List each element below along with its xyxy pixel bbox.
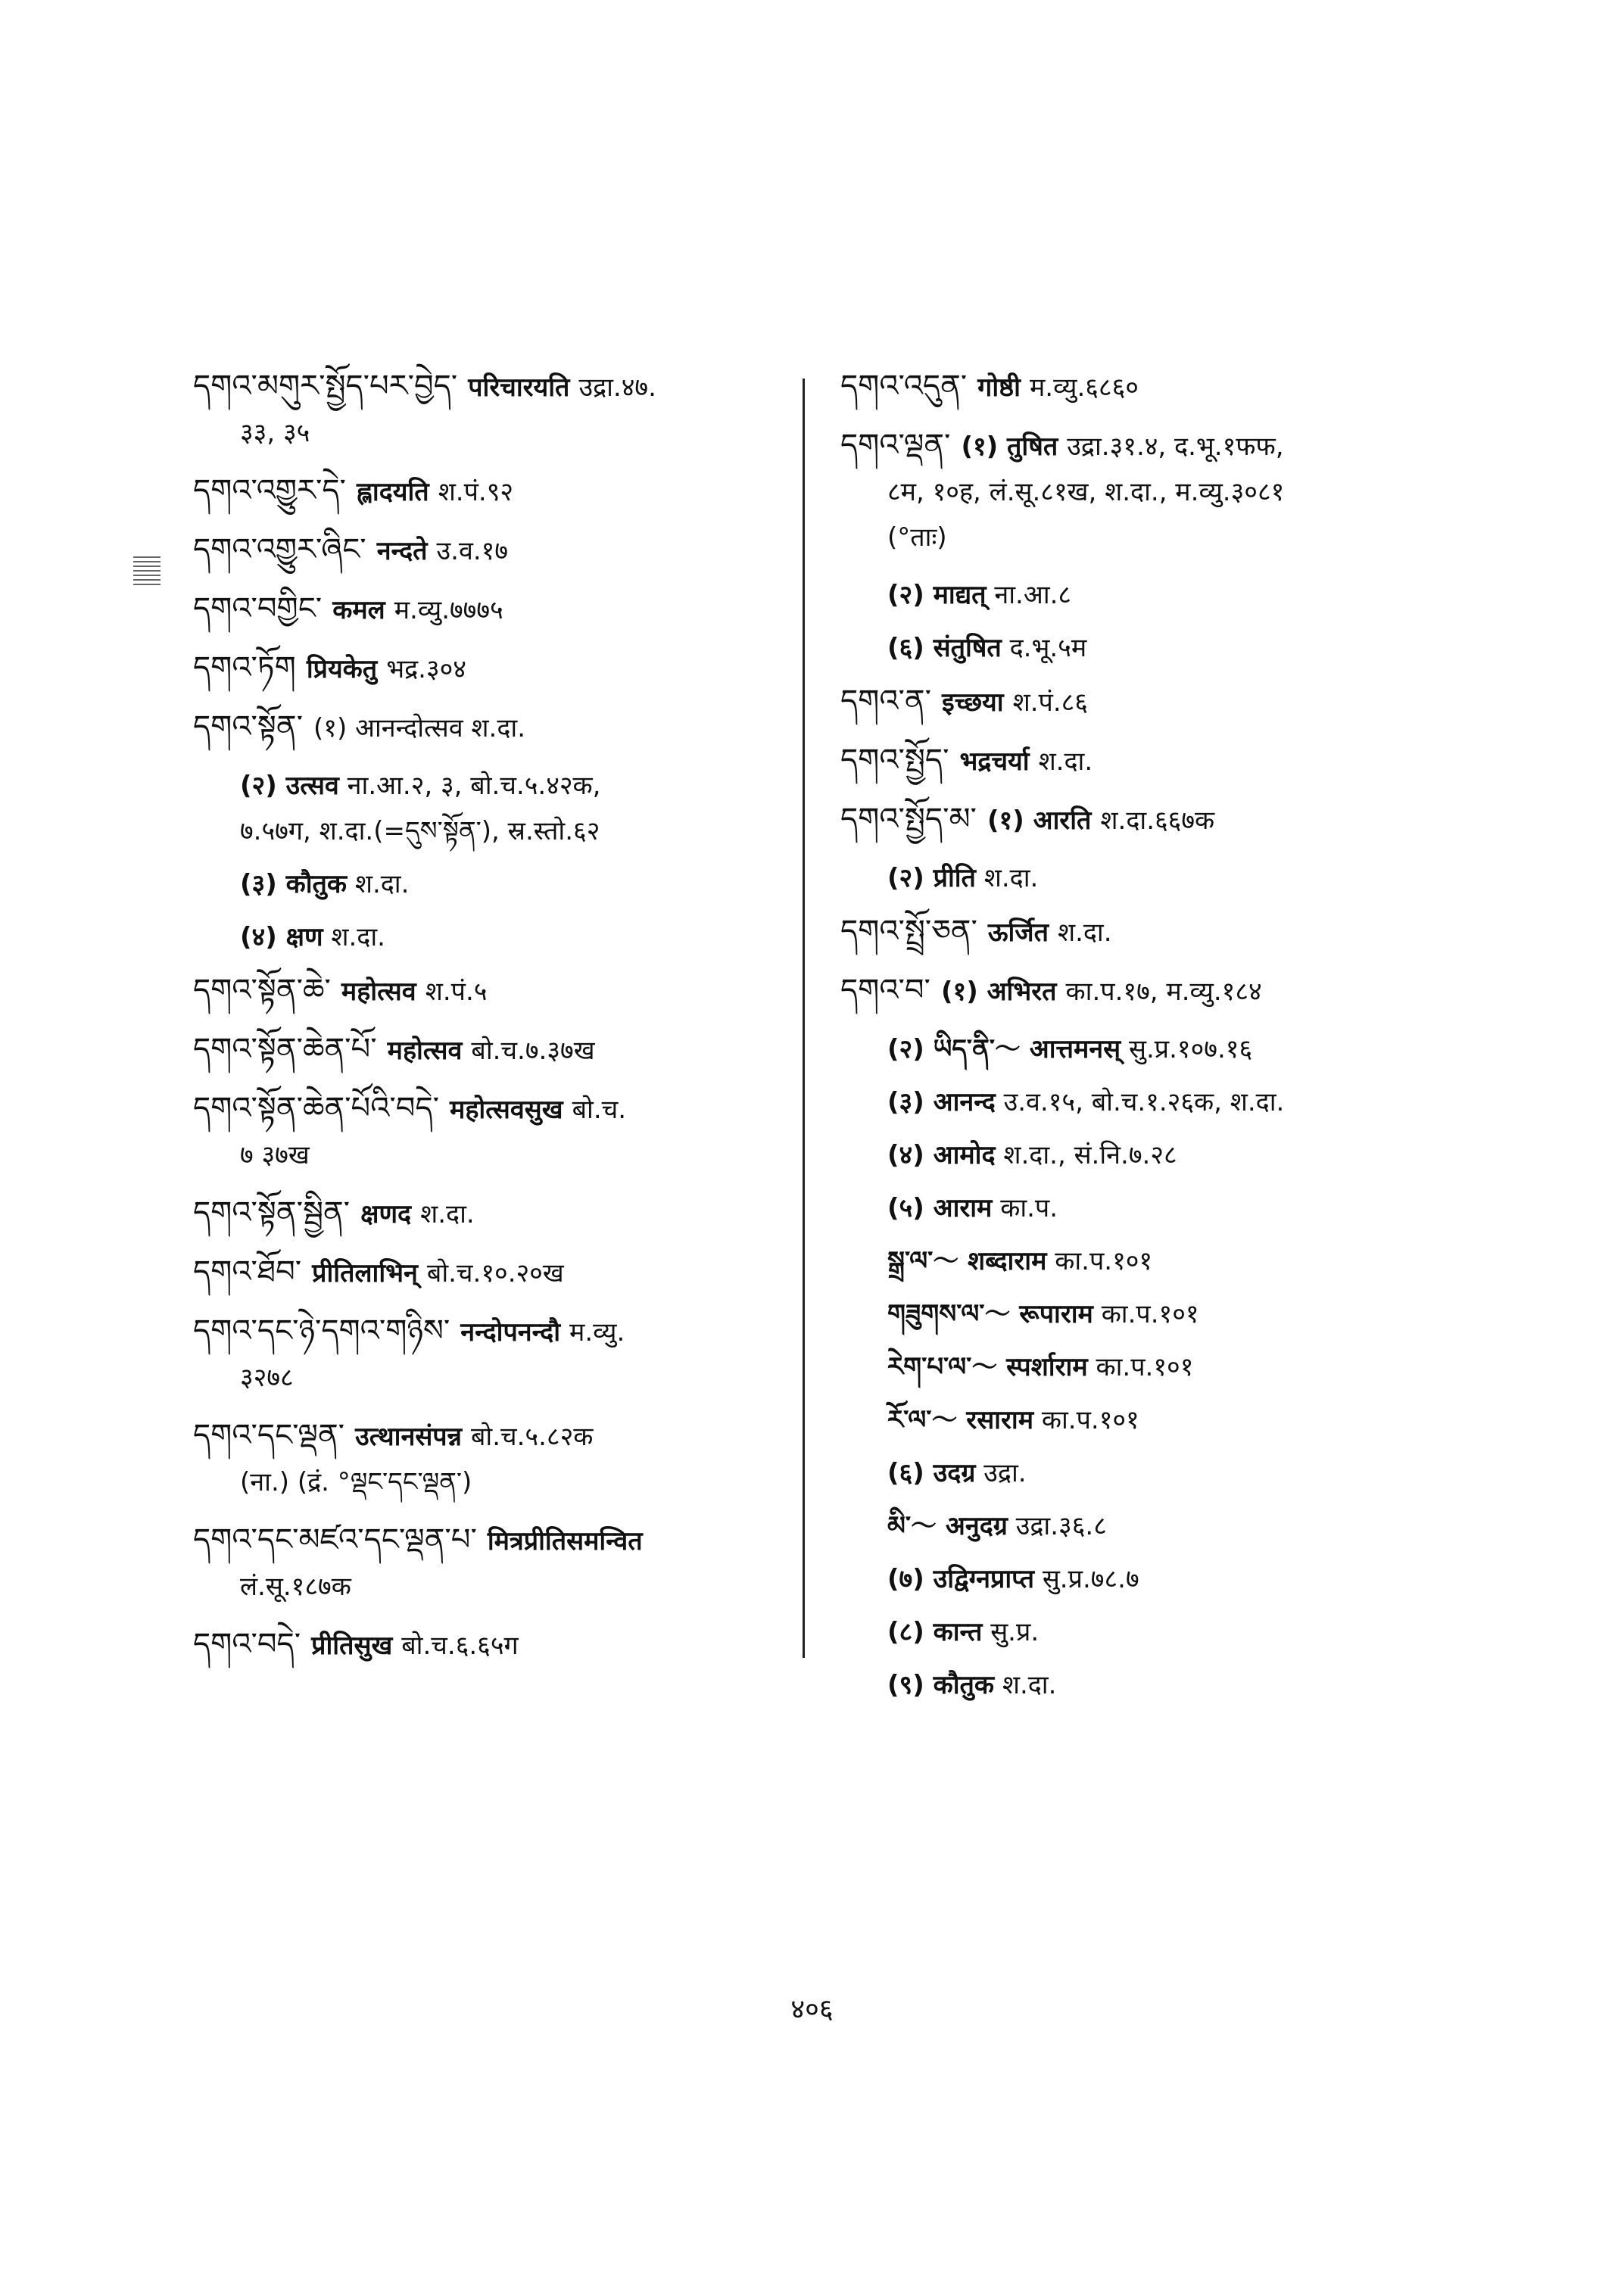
tibetan-headword: དགའ་སྟོན་: [193, 709, 303, 744]
source-reference: का.प.: [1000, 1193, 1058, 1223]
dictionary-entry: [193, 1517, 791, 1609]
sanskrit-equivalent: ह्लादयति: [356, 477, 429, 507]
dictionary-entry: [193, 1308, 791, 1400]
source-reference: श.पं.८६: [1012, 687, 1088, 718]
tibetan-headword: དགའ་སྤྱོད་: [840, 743, 949, 777]
sub-sense: [840, 1027, 1446, 1072]
tibetan-headword: དགའ་སྟོན་ཆེན་པོ་: [193, 1032, 377, 1067]
source-reference: (१) आनन्दोत्सव श.दा.: [313, 713, 526, 743]
source-reference: उद्रा.३१.४, द.भू.१फफ,: [1067, 431, 1284, 462]
source-reference: उ.व.१७: [436, 536, 509, 566]
margin-tick-marks: [133, 556, 161, 588]
sub-sense: [840, 855, 1446, 901]
source-reference: का.प.१७, म.व्यु.१८४: [1065, 977, 1262, 1007]
dictionary-entry: [193, 1027, 791, 1073]
sanskrit-equivalent: प्रीतिलाभिन्: [312, 1258, 418, 1288]
dictionary-entry: [840, 678, 1446, 725]
tibetan-headword: དགའ་སྟོན་ཆེན་པོའི་བདེ་: [193, 1091, 439, 1126]
dictionary-entry: [840, 796, 1446, 843]
dictionary-entry: [840, 967, 1446, 1014]
source-reference: बो.च.१०.२०ख: [426, 1258, 564, 1288]
sense-term: (५) आराम: [887, 1193, 993, 1223]
tibetan-headword: དགའ་བདེ་: [193, 1627, 301, 1662]
left-column: [193, 363, 791, 1681]
source-reference: श.दा.: [1057, 918, 1112, 948]
source-reference: श.दा.: [331, 922, 385, 952]
source-reference: म.व्यु.६८६०: [1029, 372, 1139, 403]
sense-term: སྒྲ་ལ་～ शब्दाराम: [887, 1246, 1047, 1276]
sense-term: (२) उत्सव: [240, 771, 339, 801]
tibetan-headword: དགའ་ཐོབ་: [193, 1254, 302, 1289]
sub-sense: [840, 1503, 1446, 1549]
sanskrit-equivalent: क्षणद: [360, 1199, 412, 1229]
sense-term: གཟུགས་ལ་～ रूपाराम: [887, 1299, 1093, 1329]
sub-sense: [840, 1132, 1446, 1178]
source-reference: बो.च.६.६५ग: [401, 1631, 519, 1661]
sub-sense: [840, 1344, 1446, 1390]
dictionary-entry: [193, 704, 791, 751]
source-reference: का.प.१०१: [1096, 1352, 1194, 1382]
source-reference: भद्र.३०४: [386, 654, 466, 684]
source-reference: का.प.१०१: [1041, 1405, 1139, 1435]
sub-sense: [840, 1397, 1446, 1443]
sanskrit-equivalent: महोत्सव: [387, 1036, 463, 1066]
source-reference: श.पं.५: [425, 977, 488, 1007]
sense-term: (३) आनन्द: [887, 1087, 996, 1117]
dictionary-entry: [840, 908, 1446, 955]
sense-term: (२) प्रीति: [887, 863, 976, 893]
sense-term: རེག་པ་ལ་～ स्पर्शाराम: [887, 1352, 1088, 1382]
dictionary-entry: [193, 645, 791, 692]
column-divider: [803, 379, 805, 1658]
tibetan-headword: དགའ་འགྱུར་དེ་: [193, 473, 346, 508]
sub-sense: [193, 763, 791, 854]
source-reference: सु.प्र.१०७.१६: [1128, 1034, 1253, 1064]
tibetan-headword: དགའ་ན་: [840, 684, 931, 718]
sanskrit-equivalent: गोष्ठी: [977, 372, 1021, 403]
tibetan-headword: དགའ་སྤྱོད་མ་: [840, 802, 977, 837]
source-reference: म.व्यु.७७७५: [394, 595, 503, 625]
tibetan-headword: དགའ་འདུན་: [840, 369, 968, 403]
sub-sense: [840, 1291, 1446, 1337]
source-reference: श.दा., सं.नि.७.२८: [1003, 1140, 1177, 1170]
tibetan-headword: དགའ་སྟོན་སྦྱིན་: [193, 1195, 351, 1230]
sanskrit-equivalent: महोत्सव: [341, 977, 416, 1007]
sanskrit-equivalent: उत्थानसंपन्न: [355, 1422, 462, 1452]
sanskrit-equivalent: मित्रप्रीतिसमन्वित: [487, 1526, 643, 1556]
source-reference: बो.च.: [572, 1095, 627, 1125]
sense-term: (३) कौतुक: [240, 869, 348, 899]
source-reference: का.प.१०१: [1101, 1299, 1199, 1329]
entry-continuation: ३२७८: [240, 1363, 294, 1393]
source-reference: बो.च.७.३७ख: [471, 1036, 595, 1066]
source-reference: ७.५७ग, श.दा.(=དུས་སྟོན་), स्र.स्तो.६२: [240, 816, 600, 846]
tibetan-headword: དགའ་མགུར་སྤྱོད་པར་བྱེད་: [193, 369, 458, 403]
source-reference: द.भू.५म: [1009, 633, 1087, 663]
dictionary-entry: [840, 363, 1446, 410]
sanskrit-equivalent: नन्दोपनन्दौ: [460, 1317, 561, 1347]
sanskrit-equivalent: कमल: [332, 595, 385, 625]
entry-continuation: लं.सू.१८७क: [240, 1572, 351, 1602]
source-reference: सु.प्र.७८.७: [1042, 1564, 1139, 1594]
sub-sense: [840, 625, 1446, 671]
dictionary-entry: [193, 363, 791, 456]
sanskrit-equivalent: भद्रचर्या: [959, 746, 1030, 777]
tibetan-headword: དགའ་ཏོག: [193, 650, 296, 685]
sub-sense: [193, 914, 791, 960]
dictionary-entry: [193, 1622, 791, 1668]
sanskrit-equivalent: महोत्सवसुख: [450, 1095, 563, 1125]
entry-continuation: ७ ३७ख: [240, 1140, 310, 1170]
sanskrit-equivalent: (१) तुषित: [961, 431, 1058, 462]
entry-continuation: ८म, १०ह, लं.सू.८१ख, श.दा., म.व्यु.३०८१: [887, 477, 1285, 507]
source-reference: ना.आ.८: [994, 580, 1072, 610]
dictionary-entry: [193, 527, 791, 574]
sanskrit-equivalent: प्रियकेतु: [306, 654, 378, 684]
dictionary-entry: [193, 1249, 791, 1296]
sanskrit-equivalent: परिचारयति: [468, 372, 570, 403]
sanskrit-equivalent: नन्दते: [376, 536, 428, 566]
source-reference: श.दा.: [1002, 1670, 1057, 1700]
tibetan-headword: དགའ་བ་: [840, 973, 930, 1008]
source-reference: बो.च.५.८२क: [471, 1422, 594, 1452]
dictionary-entry: [193, 1413, 791, 1505]
entry-continuation: (°ताः): [887, 522, 947, 553]
dictionary-entry: [193, 586, 791, 633]
sense-term: (४) आमोद: [887, 1140, 996, 1170]
tibetan-headword: དགའ་དང་མཛའ་དང་ལྡན་པ་: [193, 1522, 477, 1557]
tibetan-headword: དགའ་དང་ཉེ་དགའ་གཉིས་: [193, 1313, 450, 1348]
dictionary-entry: [193, 967, 791, 1014]
sense-term: (४) क्षण: [240, 922, 323, 952]
sanskrit-equivalent: (१) आरति: [987, 805, 1092, 836]
source-reference: उद्रा.: [983, 1458, 1027, 1488]
source-reference: उ.व.१५, बो.च.१.२६क, श.दा.: [1003, 1087, 1285, 1117]
source-reference: उद्रा.४७.: [578, 372, 656, 403]
tibetan-headword: དགའ་སྟོན་ཆེ་: [193, 973, 331, 1008]
tibetan-headword: དགའ་དང་ལྡན་: [193, 1418, 345, 1453]
dictionary-entry: [840, 737, 1446, 784]
sanskrit-equivalent: प्रीतिसुख: [311, 1631, 393, 1661]
sense-term: མི་～ अनुदग्र: [887, 1511, 1008, 1541]
source-reference: श.दा.६६७क: [1100, 805, 1215, 836]
source-reference: उद्रा.३६.८: [1015, 1511, 1107, 1541]
sub-sense: [840, 1185, 1446, 1231]
right-column: [840, 363, 1446, 1715]
source-reference: म.व्यु.: [569, 1317, 625, 1347]
source-reference: श.दा.: [420, 1199, 475, 1229]
page-number: ४०६: [790, 1994, 834, 2025]
source-reference: सु.प्र.: [990, 1617, 1040, 1647]
sense-term: (२) माद्यत्: [887, 580, 987, 610]
tibetan-headword: དགའ་འགྱུར་ཞིང་: [193, 532, 366, 567]
sanskrit-equivalent: ऊर्जित: [987, 918, 1049, 948]
sub-sense: [840, 1450, 1446, 1496]
sanskrit-equivalent: इच्छया: [942, 687, 1004, 718]
sub-sense: [840, 1662, 1446, 1708]
sense-term: (६) संतुषित: [887, 633, 1002, 663]
entry-continuation: (ना.) (द्रं. °ལྡང་དང་ལྡན་): [240, 1467, 472, 1497]
source-reference: श.दा.: [354, 869, 410, 899]
tibetan-headword: དགའ་ལྡན་: [840, 428, 951, 463]
sense-term: (८) कान्त: [887, 1617, 983, 1647]
sanskrit-equivalent: (१) अभिरत: [940, 977, 1057, 1007]
dictionary-entry: [193, 468, 791, 515]
sub-sense: [840, 1609, 1446, 1655]
source-reference: श.दा.: [1038, 746, 1093, 777]
dictionary-entry: [193, 1190, 791, 1237]
sense-term: (७) उद्विग्नप्राप्त: [887, 1564, 1035, 1594]
sub-sense: [840, 572, 1446, 618]
sense-term: རོ་ལ་～ रसाराम: [887, 1405, 1034, 1435]
tibetan-headword: དགའ་སྤྲོ་ཅན་: [840, 914, 977, 949]
dictionary-entry: [840, 422, 1446, 560]
source-reference: ना.आ.२, ३, बो.च.५.४२क,: [347, 771, 601, 801]
sense-term: (९) कौतुक: [887, 1670, 995, 1700]
sub-sense: [840, 1238, 1446, 1284]
entry-continuation: ३३, ३५: [240, 418, 310, 448]
sub-sense: [840, 1556, 1446, 1602]
tibetan-headword: དགའ་བགྱིང་: [193, 591, 323, 626]
dictionary-entry: [193, 1086, 791, 1178]
source-reference: का.प.१०१: [1055, 1246, 1153, 1276]
sub-sense: [840, 1080, 1446, 1125]
source-reference: श.दा.: [983, 863, 1039, 893]
sub-sense: [193, 861, 791, 907]
sense-term: (६) उदग्र: [887, 1458, 976, 1488]
sense-term: (२) ཡིད་ནི་～ आत्तमनस्: [887, 1034, 1121, 1064]
source-reference: श.पं.९२: [438, 477, 514, 507]
